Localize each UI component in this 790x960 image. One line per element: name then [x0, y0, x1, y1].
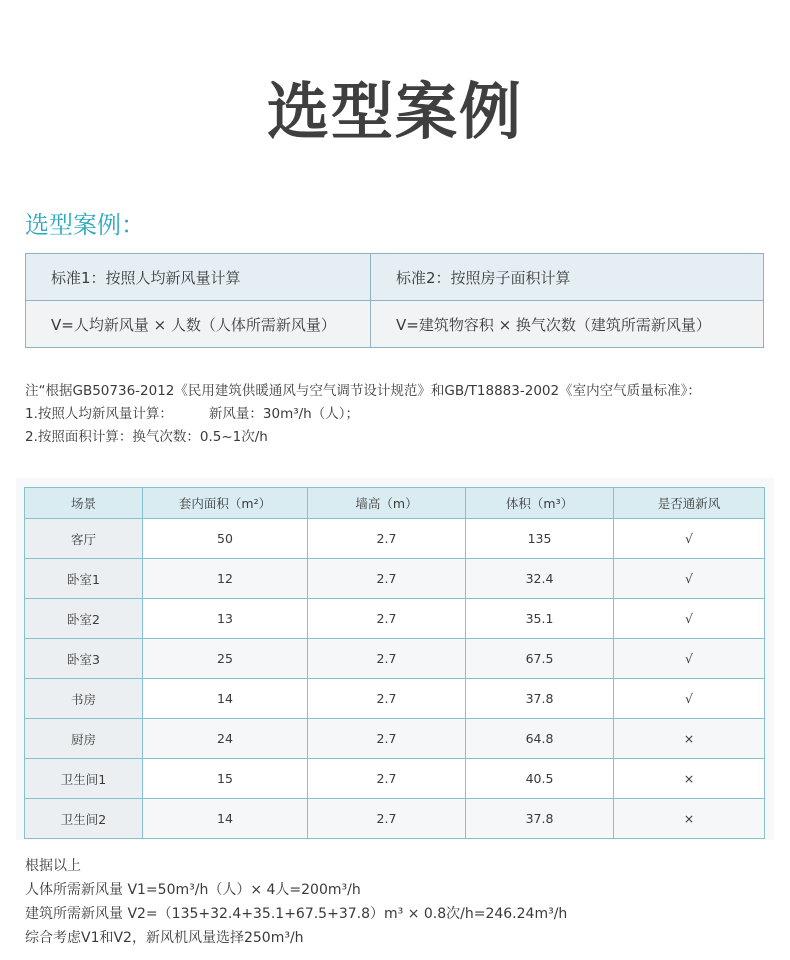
- room-fresh-air: √: [614, 639, 765, 679]
- header-scene: 场景: [25, 488, 143, 519]
- room-volume: 40.5: [466, 759, 614, 799]
- table-row: [25, 679, 765, 719]
- section-title: 选型案例：: [25, 211, 145, 239]
- room-name: 卫生间1: [25, 759, 143, 799]
- room-area: 24: [143, 719, 308, 759]
- room-name: 卧室3: [25, 639, 143, 679]
- room-name: 卧室1: [25, 559, 143, 599]
- room-name: 书房: [25, 679, 143, 719]
- conclusion: [25, 854, 567, 950]
- table-row: [25, 559, 765, 599]
- note-line-2-value: 新风量：30m³/h（人）；: [208, 406, 359, 422]
- room-table-header: [25, 488, 765, 519]
- standard-2-title: 标准2：按照房子面积计算: [371, 254, 764, 301]
- room-table: [24, 487, 765, 839]
- room-area: 50: [143, 519, 308, 559]
- conclusion-line-1: 根据以上: [25, 858, 81, 874]
- note-line-2-label: 1.按照人均新风量计算：: [25, 406, 173, 422]
- table-row: [25, 759, 765, 799]
- note-line-2: [25, 403, 785, 426]
- table-row: [25, 799, 765, 839]
- standard-1-formula: V=人均新风量 × 人数（人体所需新风量）: [26, 301, 371, 348]
- room-wall-height: 2.7: [308, 639, 466, 679]
- room-fresh-air: √: [614, 519, 765, 559]
- room-name: 卧室2: [25, 599, 143, 639]
- conclusion-line-4: 综合考虑V1和V2，新风机风量选择250m³/h: [25, 930, 304, 946]
- room-name: 卫生间2: [25, 799, 143, 839]
- room-wall-height: 2.7: [308, 719, 466, 759]
- room-wall-height: 2.7: [308, 679, 466, 719]
- room-name: 客厅: [25, 519, 143, 559]
- room-volume: 35.1: [466, 599, 614, 639]
- standards-table: [25, 253, 764, 348]
- standard-2-formula: V=建筑物容积 × 换气次数（建筑所需新风量）: [371, 301, 764, 348]
- header-volume: 体积（m³）: [466, 488, 614, 519]
- header-fresh-air: 是否通新风: [614, 488, 765, 519]
- standards-formula-row: [26, 301, 764, 348]
- standards-header-row: [26, 254, 764, 301]
- conclusion-line-2: 人体所需新风量 V1=50m³/h（人）× 4人=200m³/h: [25, 882, 361, 898]
- room-fresh-air: √: [614, 559, 765, 599]
- room-area: 14: [143, 799, 308, 839]
- room-name: 厨房: [25, 719, 143, 759]
- room-area: 15: [143, 759, 308, 799]
- room-wall-height: 2.7: [308, 519, 466, 559]
- room-fresh-air: √: [614, 679, 765, 719]
- room-volume: 64.8: [466, 719, 614, 759]
- room-area: 13: [143, 599, 308, 639]
- header-wall-height: 墙高（m）: [308, 488, 466, 519]
- room-volume: 32.4: [466, 559, 614, 599]
- table-row: [25, 519, 765, 559]
- room-area: 12: [143, 559, 308, 599]
- room-volume: 37.8: [466, 799, 614, 839]
- page-title: 选型案例: [266, 75, 523, 148]
- room-volume: 135: [466, 519, 614, 559]
- standard-1-title: 标准1：按照人均新风量计算: [26, 254, 371, 301]
- standards-notes: [25, 380, 785, 449]
- room-wall-height: 2.7: [308, 599, 466, 639]
- table-row: [25, 719, 765, 759]
- table-row: [25, 639, 765, 679]
- room-volume: 37.8: [466, 679, 614, 719]
- note-line-3: 2.按照面积计算：换气次数：0.5~1次/h: [25, 429, 268, 445]
- room-fresh-air: ×: [614, 719, 765, 759]
- table-row: [25, 599, 765, 639]
- room-area: 25: [143, 639, 308, 679]
- room-fresh-air: ×: [614, 799, 765, 839]
- room-area: 14: [143, 679, 308, 719]
- room-fresh-air: √: [614, 599, 765, 639]
- room-volume: 67.5: [466, 639, 614, 679]
- note-line-1: 注“根据GB50736-2012《民用建筑供暖通风与空气调节设计规范》和GB/T18883-2002《室内空气质量标准》：: [25, 383, 701, 399]
- room-wall-height: 2.7: [308, 759, 466, 799]
- header-area: 套内面积（m²）: [143, 488, 308, 519]
- room-table-panel: [16, 478, 774, 840]
- room-fresh-air: ×: [614, 759, 765, 799]
- conclusion-line-3: 建筑所需新风量 V2=（135+32.4+35.1+67.5+37.8）m³ × 0.8次/h=246.24m³/h: [25, 906, 568, 922]
- room-wall-height: 2.7: [308, 799, 466, 839]
- room-wall-height: 2.7: [308, 559, 466, 599]
